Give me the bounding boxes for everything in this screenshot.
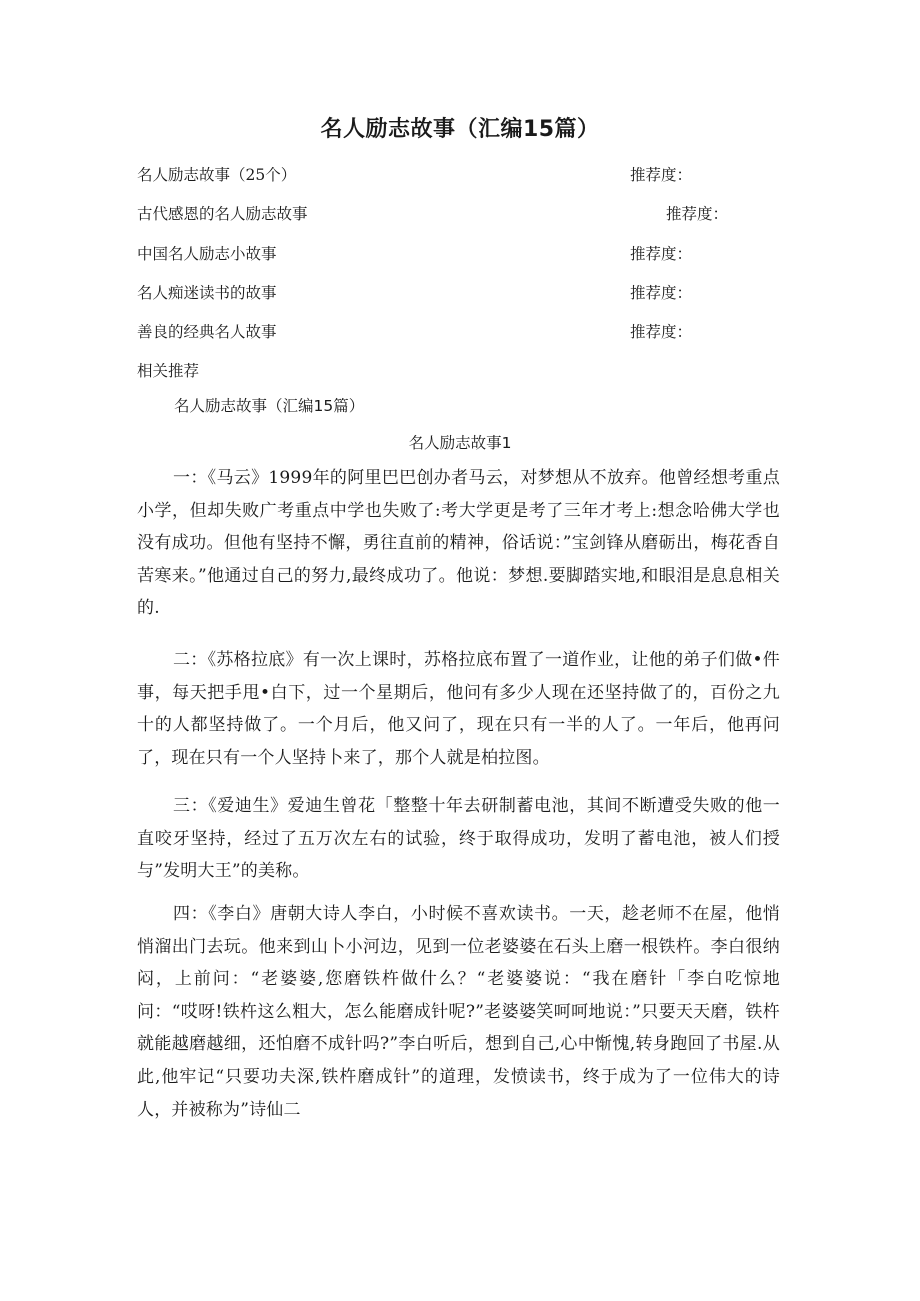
toc-row — [0, 163, 920, 187]
toc-row — [0, 320, 920, 344]
related-recommendations-label: 相关推荐 — [137, 362, 200, 380]
story-paragraph: 二：《苏格拉底》有一次上课时，苏格拉底布置了一道作业，让他的弟子们做•件事，每天把手甩•白下，过一个星期后，他问有多少人现在还坚持做了的，百份之九十的人都坚持做了。一个月后，他又问了，现在只有一半的人了。一年后，他再问了，现在只有一个人坚持卜来了，那个人就是柏拉图。 — [137, 650, 780, 768]
story-paragraph: 三：《爱迪生》爱迪生曾花「整整十年去研制蓄电池，其间不断遭受失败的他一直咬牙坚持，经过了五万次左右的试验，终于取得成功，发明了蓄电池，被人们授与”发明大王”的美称。 — [137, 796, 780, 882]
toc-recommend-label: 推荐度： — [630, 245, 693, 263]
toc-recommend-label: 推荐度： — [630, 166, 693, 184]
toc-item-title[interactable]: 名人励志故事（25个） — [137, 166, 297, 184]
toc-row — [0, 242, 920, 266]
story-paragraph: 四：《李白》唐朝大诗人李白，小时候不喜欢读书。一天，趁老师不在屋，他悄悄溜出门去玩。他来到山卜小河边，见到一位老婆婆在石头上磨一根铁杵。李白很纳闷，上前问：“老婆婆,您磨铁杵做什么？“老婆婆说：“我在磨针「李白吃惊地问：“哎呀!铁杵这么粗大，怎么能磨成针呢?”老婆婆笑呵呵地说：”只要天天磨，铁杵就能越磨越细，还怕磨不成针吗?”李白听后，想到自己,心中惭愧,转身跑回了书屋.从此,他牢记“只要功夫深,铁杵磨成针”的道理，发愤读书，终于成为了一位伟大的诗人，并被称为”诗仙二 — [137, 904, 780, 1120]
toc-item-title[interactable]: 名人痴迷读书的故事 — [137, 284, 277, 302]
toc-row — [0, 281, 920, 305]
story-paragraph: 一：《马云》1999年的阿里巴巴创办者马云，对梦想从不放弃。他曾经想考重点小学，但却失败广考重点中学也失败了:考大学更是考了三年才考上:想念哈佛大学也没有成功。但他有坚持不懈，勇往直前的精神，俗话说：”宝剑锋从磨砺出，梅花香自苦寒来。”他通过自己的努力,最终成功了。他说：梦想.要脚踏实地,和眼泪是息息相关的. — [137, 468, 780, 619]
section-heading: 名人励志故事1 — [408, 434, 512, 452]
toc-recommend-label: 推荐度： — [630, 323, 693, 341]
toc-item-title[interactable]: 中国名人励志小故事 — [137, 245, 277, 263]
toc-row — [0, 202, 920, 226]
toc-recommend-label: 推荐度： — [666, 205, 729, 223]
toc-item-title[interactable]: 古代感恩的名人励志故事 — [137, 205, 308, 223]
toc-recommend-label: 推荐度： — [630, 284, 693, 302]
document-title: 名人励志故事（汇编15篇） — [320, 117, 600, 142]
document-subtitle: 名人励志故事（汇编15篇） — [174, 397, 365, 415]
toc-item-title[interactable]: 善良的经典名人故事 — [137, 323, 277, 341]
